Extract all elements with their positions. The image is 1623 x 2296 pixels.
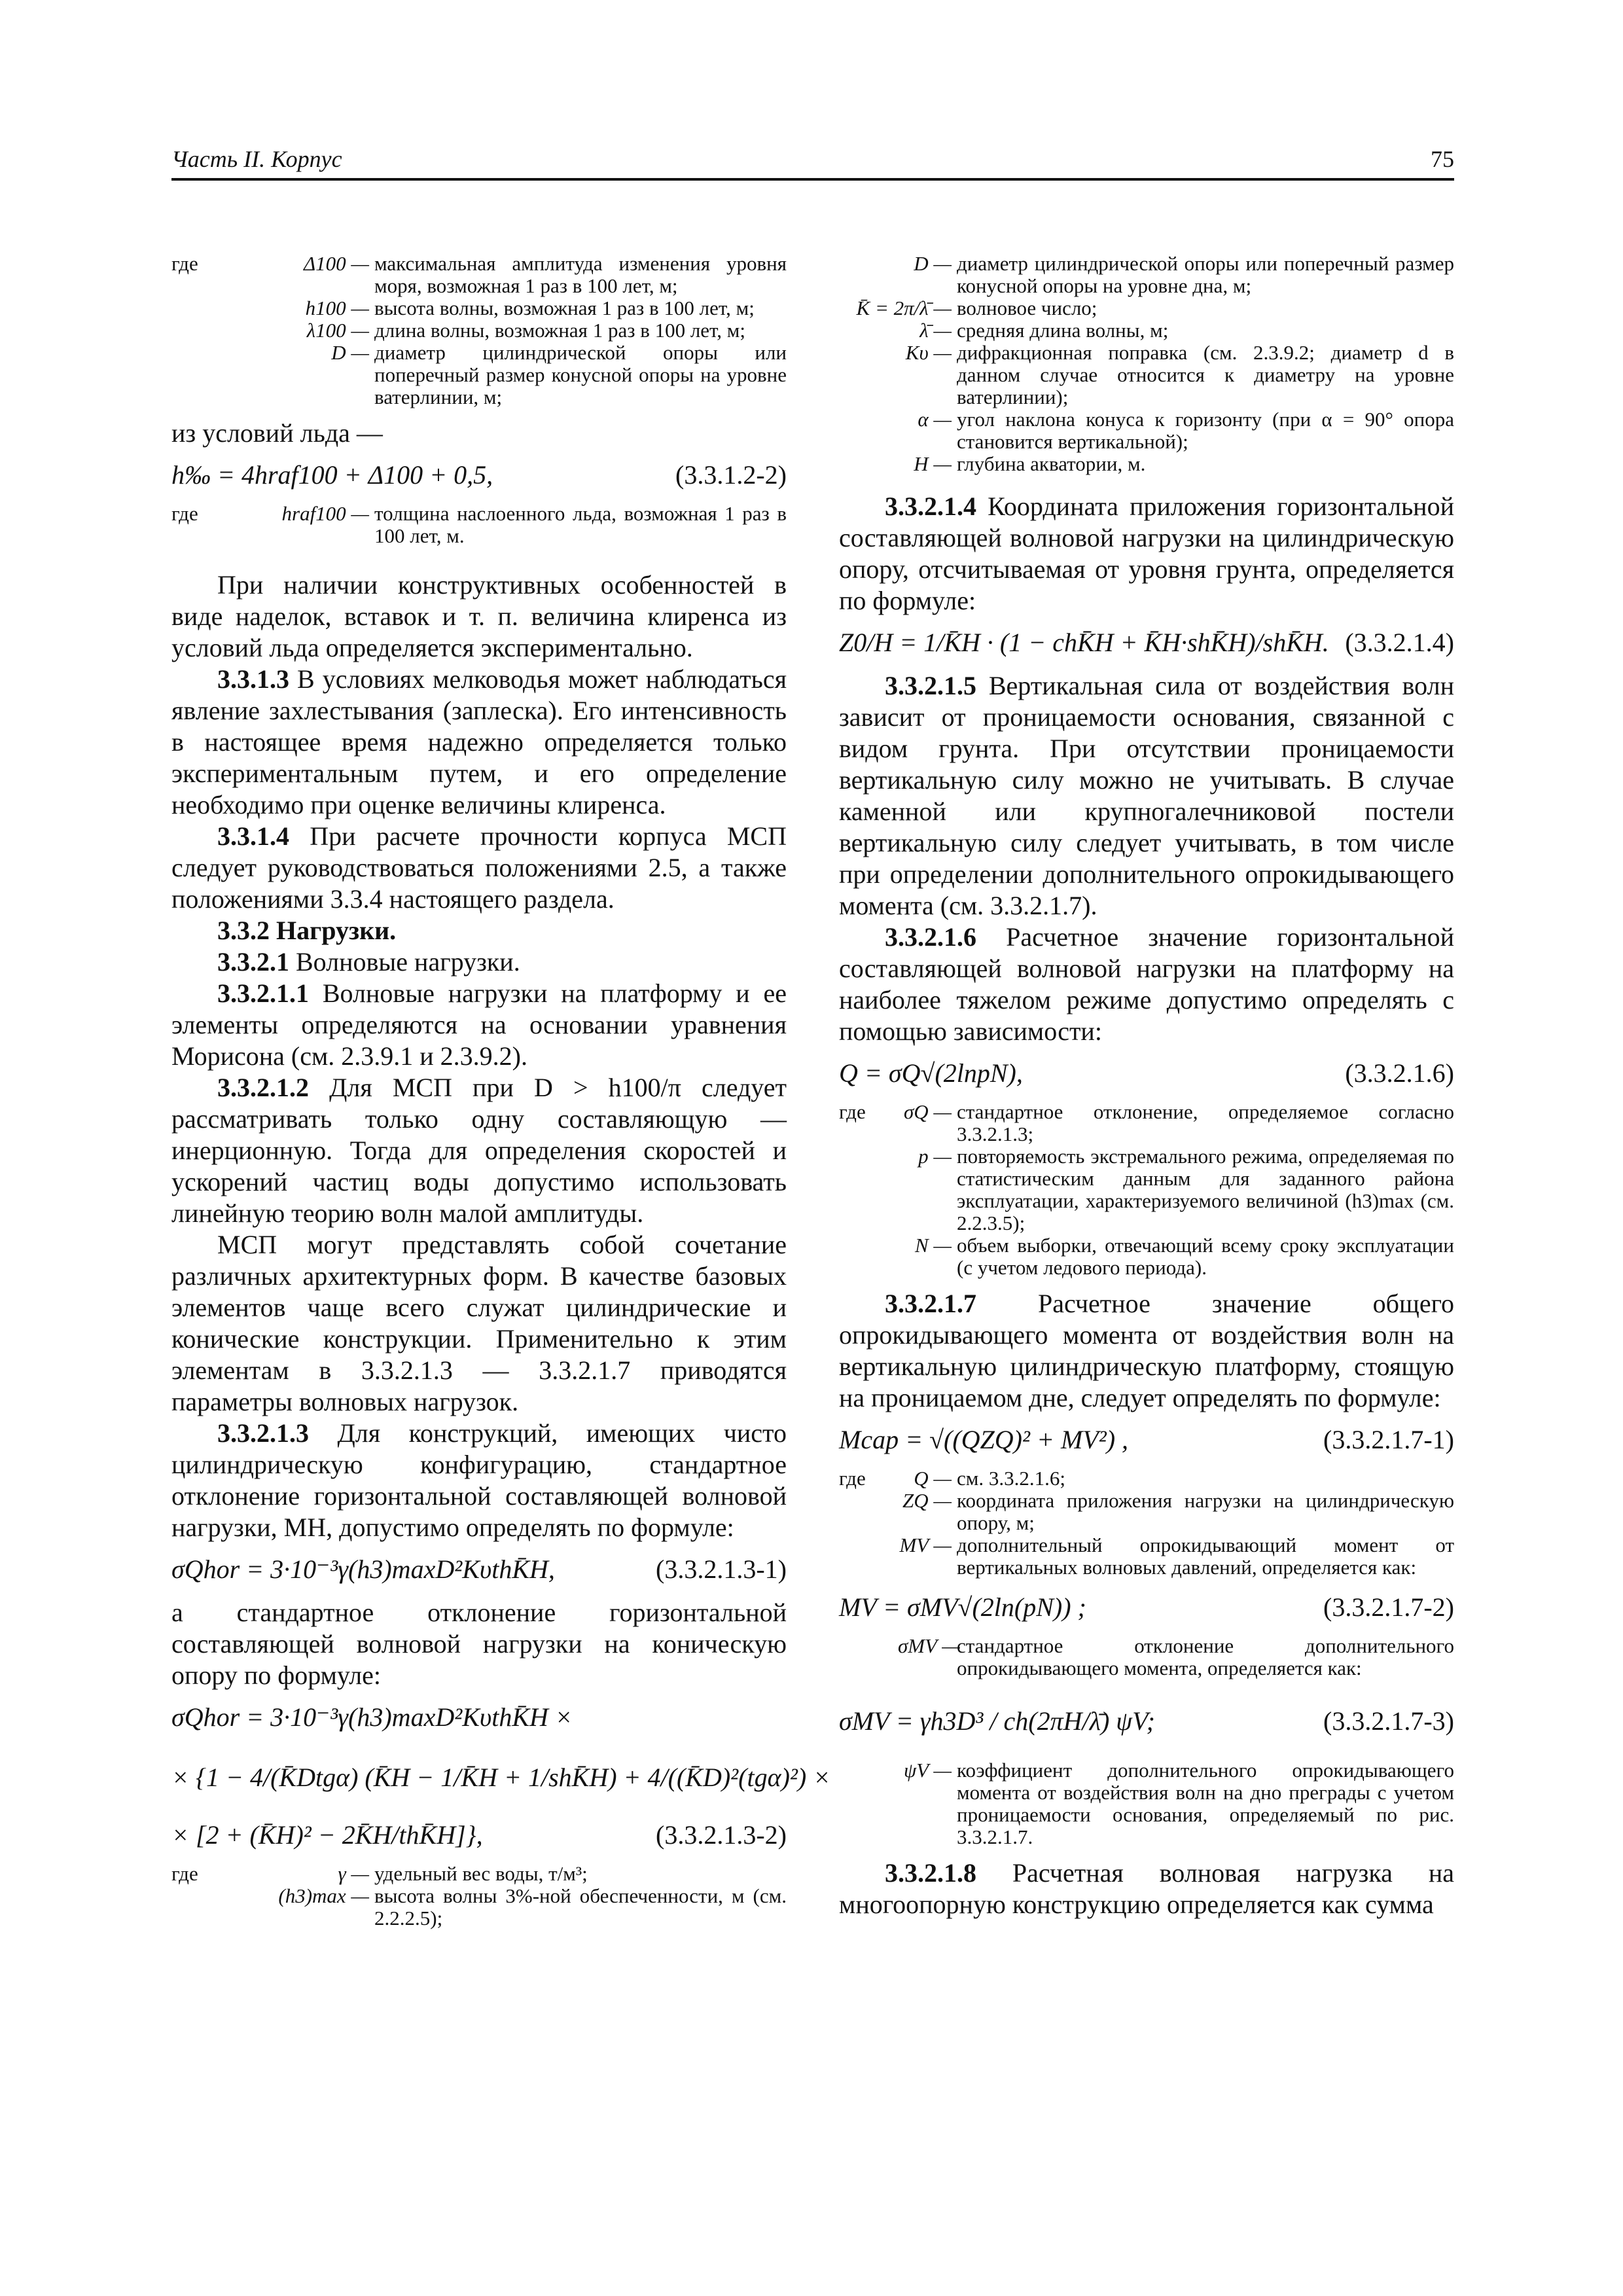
definition-row (839, 1490, 1454, 1534)
definition-text: угол наклона конуса к горизонту (при α = 90° опора становится вертикальной); (957, 408, 1454, 453)
definition-where: где (839, 1467, 866, 1490)
definition-row (171, 297, 787, 319)
section-number: 3.3.2.1.7 (885, 1289, 976, 1318)
paragraph (171, 664, 787, 821)
paragraph-text: Расчетное значение общего опрокидывающего момента от воздействия волн на вертикальную цилиндрическую платформу, стоящую на проницаемом дне, следует определять по формуле: (839, 1289, 1454, 1412)
formula (839, 623, 1454, 664)
definition-row (839, 253, 1454, 297)
formula-number: (3.3.1.2-2) (675, 460, 787, 490)
paragraph-text: При расчете прочности корпуса МСП следует руководствоваться положениями 2.5, а также положениями 3.3.4 настоящего раздела. (171, 821, 787, 914)
paragraph (839, 922, 1454, 1047)
definition-row (839, 1234, 1454, 1279)
definition-text: стандартное отклонение, определяемое согласно 3.3.2.1.3; (957, 1100, 1454, 1145)
section-number: 3.3.1.3 (217, 664, 289, 694)
definition-symbol: Δ100 — (303, 252, 369, 275)
definition-symbol: hraf100 — (281, 502, 369, 525)
definitions-list (839, 1759, 1454, 1848)
definitions-list (839, 1635, 1454, 1679)
definition-text: высота волны 3%-ной обеспеченности, м (см. 2.2.2.5); (374, 1884, 787, 1929)
definition-symbol: λ̄ — (919, 319, 952, 342)
right-column (839, 253, 1454, 1920)
paragraph (839, 491, 1454, 617)
formula-number: (3.3.2.1.4) (1345, 628, 1454, 657)
formula (171, 1816, 787, 1856)
formula-expression: × {1 − 4/(K̄Dtgα) (K̄H − 1/K̄H + 1/shK̄H) + 4/((K̄D)²(tgα)²) × (171, 1763, 831, 1792)
formula-expression: h‰ = 4hraf100 + Δ100 + 0,5, (171, 460, 493, 490)
formula-number: (3.3.2.1.7-2) (1323, 1592, 1454, 1622)
header-title: Часть II. Корпус (171, 146, 342, 172)
definition-text: см. 3.3.2.1.6; (957, 1467, 1065, 1490)
definition-row (839, 319, 1454, 342)
definition-row (171, 342, 787, 408)
section-number: 3.3.2.1.3 (217, 1418, 309, 1448)
definition-text: длина волны, возможная 1 раз в 100 лет, м; (374, 319, 746, 342)
section-number: 3.3.1.4 (217, 821, 289, 851)
paragraph-text: Расчетная волновая нагрузка на многоопорную конструкцию определяется как сумма (839, 1858, 1454, 1919)
definition-symbol: Q — (914, 1467, 952, 1490)
formula-expression: σMV = γh3D³ / ch(2πH/λ̄) ψV; (839, 1706, 1155, 1736)
formula-number: (3.3.2.1.3-1) (656, 1554, 787, 1584)
definition-row (839, 1534, 1454, 1579)
formula-expression: Q = σQ√(2lnpN), (839, 1058, 1023, 1088)
definition-text: диаметр цилиндрической опоры или поперечный размер конусной опоры на уровне ватерлинии, м; (374, 341, 787, 408)
paragraph (171, 821, 787, 915)
definition-text: средняя длина волны, м; (957, 319, 1169, 342)
formula-expression: Z0/H = 1/K̄H · (1 − chK̄H + K̄H·shK̄H)/shK̄H. (839, 628, 1329, 657)
section-heading: 3.3.2 Нагрузки. (217, 916, 397, 945)
definition-row (171, 1885, 787, 1929)
definitions-list (171, 1863, 787, 1929)
definition-symbol: D — (914, 252, 952, 275)
definition-where: где (171, 252, 198, 275)
definition-text: дифракционная поправка (см. 2.3.9.2; диаметр d в данном случае относится к диаметру на уровне ватерлинии); (957, 341, 1454, 408)
definition-where: где (171, 1862, 198, 1885)
definition-symbol: Kυ — (905, 341, 952, 364)
section-number: 3.3.2.1 (217, 947, 289, 977)
formula-expression: σQhor = 3·10⁻³γ(h3)maxD²KυthK̄H × (171, 1702, 573, 1732)
section-number: 3.3.2.1.4 (885, 492, 976, 521)
formula (839, 1054, 1454, 1094)
definition-row (839, 1467, 1454, 1490)
definition-row (839, 1635, 1454, 1679)
section-number: 3.3.2.1.6 (885, 922, 976, 952)
formula-expression: σQhor = 3·10⁻³γ(h3)maxD²KυthK̄H, (171, 1554, 555, 1584)
paragraph-text: Вертикальная сила от воздействия волн зависит от проницаемости основания, связанной с видом грунта. При отсутствии проницаемости вертикальную силу можно не учитывать. В случае каменной или крупногалечниковой постели вертикальную силу следует учитывать, в том числе при определении дополнительного опрокидывающего момента (см. 3.3.2.1.7). (839, 671, 1454, 920)
definition-text: координата приложения нагрузки на цилиндрическую опору, м; (957, 1489, 1454, 1534)
paragraph-text: Волновые нагрузки. (289, 947, 520, 977)
formula-number: (3.3.2.1.3-2) (656, 1820, 787, 1850)
paragraph (171, 1418, 787, 1543)
definition-symbol: ψV — (904, 1759, 952, 1782)
formula-expression: Mcap = √((QZQ)² + MV²) , (839, 1425, 1129, 1454)
definition-text: объем выборки, отвечающий всему сроку эксплуатации (с учетом ледового периода). (957, 1234, 1454, 1279)
formula-number: (3.3.2.1.7-1) (1323, 1425, 1454, 1454)
definition-text: стандартное отклонение дополнительного опрокидывающего момента, определяется как: (957, 1634, 1454, 1679)
section-number: 3.3.2.1.1 (217, 978, 309, 1008)
definition-text: удельный вес воды, т/м³; (374, 1862, 588, 1885)
section-number: 3.3.2.1.5 (885, 671, 976, 700)
formula (839, 1588, 1454, 1628)
paragraph-text: В условиях мелководья может наблюдаться явление захлестывания (заплеска). Его интенсивность в настоящее время надежно определяется только экспериментальным путем, и его определение необходимо при оценке величины клиренса. (171, 664, 787, 819)
definition-where: где (171, 502, 198, 525)
paragraph (171, 946, 787, 978)
definition-symbol: H — (914, 452, 952, 475)
definition-row (839, 1101, 1454, 1145)
formula-expression: MV = σMV√(2ln(pN)) ; (839, 1592, 1086, 1622)
paragraph-text: Для конструкций, имеющих чисто цилиндрическую конфигурацию, стандартное отклонение горизонтальной составляющей волновой нагрузки, МН, допустимо определять по формуле: (171, 1418, 787, 1542)
definition-symbol: D — (331, 341, 369, 364)
paragraph: а стандартное отклонение горизонтальной составляющей волновой нагрузки на коническую опору по формуле: (171, 1598, 787, 1690)
paragraph (839, 670, 1454, 922)
definition-symbol: MV — (899, 1534, 952, 1556)
definition-row (839, 342, 1454, 408)
section-number: 3.3.2.1.2 (217, 1073, 309, 1102)
formula (171, 1745, 831, 1809)
definitions-list (839, 1101, 1454, 1279)
definition-row (839, 1759, 1454, 1848)
formula-number: (3.3.2.1.7-3) (1323, 1706, 1454, 1736)
definition-text: дополнительный опрокидывающий момент от вертикальных волновых давлений, определяется как: (957, 1534, 1454, 1579)
definition-symbol: h100 — (305, 296, 369, 319)
formula (171, 1698, 787, 1738)
section-number: 3.3.2.1.8 (885, 1858, 976, 1888)
formula-expression: × [2 + (K̄H)² − 2K̄H/thK̄H]}, (171, 1820, 483, 1850)
running-header (171, 145, 1454, 181)
formula (171, 1550, 787, 1590)
paragraph (839, 1857, 1454, 1920)
paragraph (839, 1288, 1454, 1414)
definitions-list (171, 503, 787, 547)
definition-text: коэффициент дополнительного опрокидывающего момента от воздействия волн на дно преграды с учетом проницаемости основания, определяемый по рис. 3.3.2.1.7. (957, 1759, 1454, 1848)
definitions-list (839, 1467, 1454, 1579)
definition-text: толщина наслоенного льда, возможная 1 раз в 100 лет, м. (374, 502, 787, 547)
paragraph: из условий льда — (171, 418, 383, 448)
definition-row (839, 408, 1454, 453)
paragraph: МСП могут представлять собой сочетание различных архитектурных форм. В качестве базовых элементов чаще всего служат цилиндрические и конические конструкции. Применительно к этим элементам в 3.3.2.1.3 — 3.3.2.1.7 приводятся параметры волновых нагрузок. (171, 1230, 787, 1416)
definition-row (171, 319, 787, 342)
definition-text: диаметр цилиндрической опоры или поперечный размер конусной опоры на уровне дна, м; (957, 252, 1454, 297)
paragraph-text: Волновые нагрузки на платформу и ее элементы определяются на основании уравнения Морисона (см. 2.3.9.1 и 2.3.9.2). (171, 978, 787, 1071)
definition-text: глубина акватории, м. (957, 452, 1146, 475)
left-column (171, 252, 831, 1939)
paragraph: При наличии конструктивных особенностей в виде наделок, вставок и т. п. величина клиренса из условий льда определяется экспериментально. (171, 570, 787, 662)
definition-row (839, 453, 1454, 475)
definition-symbol: ZQ — (902, 1489, 952, 1512)
paragraph-text: Для МСП при D > h100/π следует рассматривать только одну составляющую — инерционную. Тогда для определения скоростей и ускорений частиц воды допустимо использовать линейную теорию волн малой амплитуды. (171, 1073, 787, 1228)
definition-symbol: (h3)max — (278, 1884, 369, 1907)
formula (839, 1420, 1454, 1461)
formula (839, 1689, 1454, 1753)
formula (171, 456, 787, 496)
definition-row (171, 503, 787, 547)
definition-symbol: σQ — (904, 1100, 952, 1123)
paragraph-text: Расчетное значение горизонтальной составляющей волновой нагрузки на платформу на наиболее тяжелом режиме допустимо определять с помощью зависимости: (839, 922, 1454, 1046)
page-number: 75 (1431, 146, 1454, 172)
definition-symbol: α — (918, 408, 952, 431)
paragraph-text: Координата приложения горизонтальной составляющей волновой нагрузки на цилиндрическую опору, отсчитываемая от уровня грунта, определяется по формуле: (839, 492, 1454, 615)
definition-text: повторяемость экстремального режима, определяемая по статистическим данным для заданного района эксплуатации, характеризуемого величиной (h3)max (см. 2.2.3.5); (957, 1145, 1454, 1234)
definitions-list (171, 253, 787, 408)
definition-symbol: p — (918, 1145, 952, 1168)
definition-text: максимальная амплитуда изменения уровня моря, возможная 1 раз в 100 лет, м; (374, 252, 787, 297)
definition-symbol: σMV — (898, 1634, 960, 1657)
definition-text: волновое число; (957, 296, 1097, 319)
definition-row (839, 1145, 1454, 1234)
definition-row (839, 297, 1454, 319)
definition-symbol: K̄ = 2π/λ̄ — (856, 296, 952, 319)
definition-where: где (839, 1100, 866, 1123)
definition-row (171, 1863, 787, 1885)
definition-symbol: λ100 — (306, 319, 369, 342)
definition-row (171, 253, 787, 297)
definition-text: высота волны, возможная 1 раз в 100 лет, м; (374, 296, 755, 319)
paragraph (171, 1072, 787, 1229)
formula-number: (3.3.2.1.6) (1345, 1058, 1454, 1088)
definition-symbol: γ — (338, 1862, 369, 1885)
paragraph (171, 978, 787, 1072)
definition-symbol: N — (915, 1234, 952, 1257)
definitions-list (839, 253, 1454, 475)
